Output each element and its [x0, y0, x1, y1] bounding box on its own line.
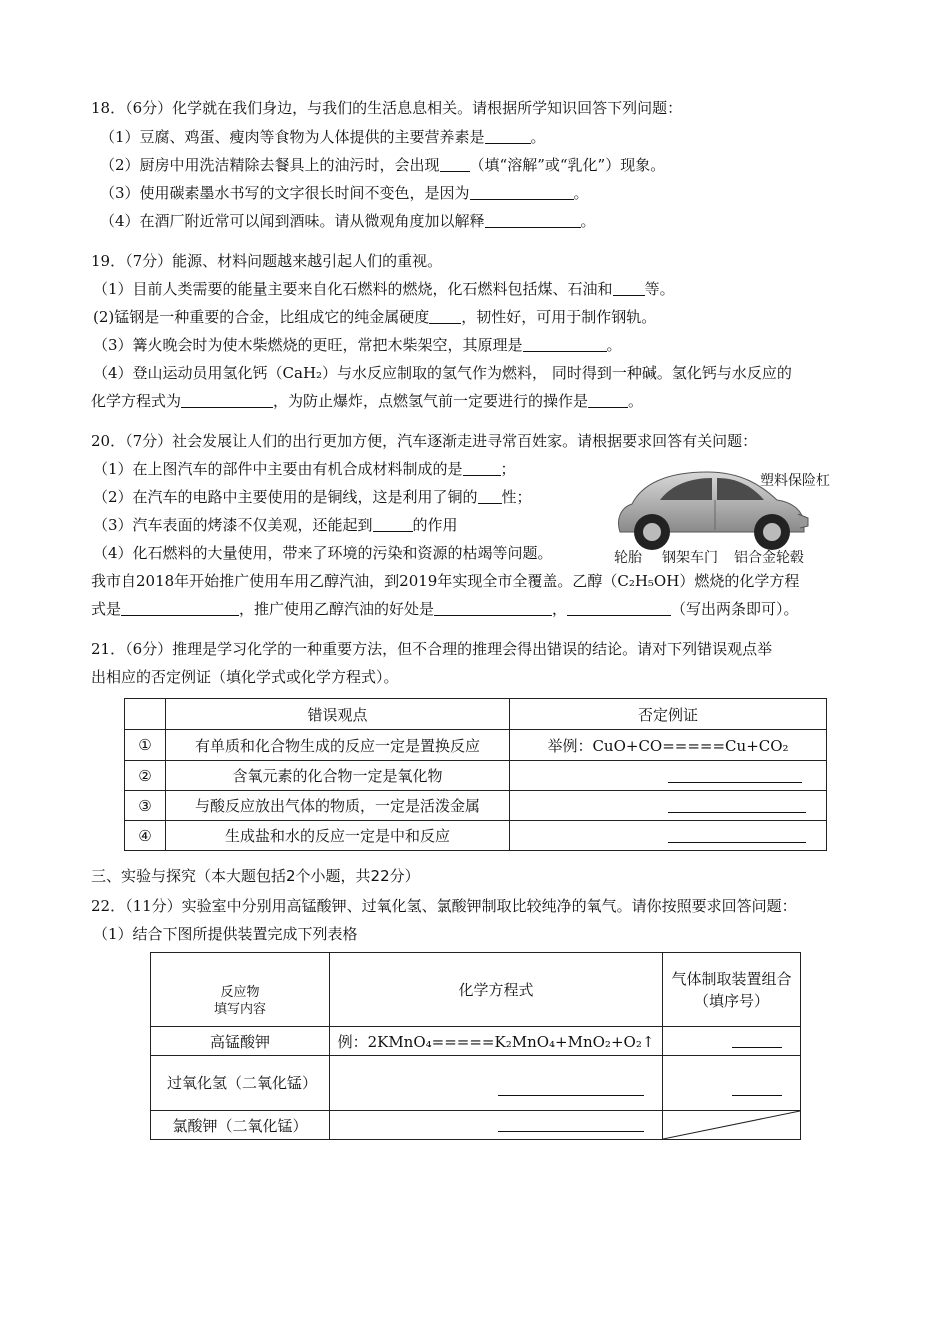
answer-blank[interactable]	[668, 827, 806, 843]
header-cell: 否定例证	[510, 699, 827, 730]
answer-blank[interactable]	[373, 516, 413, 532]
q20-stem: 20．（7分）社会发展让人们的出行更加方便，汽车逐渐走进寻常百姓家。请根据要求回答有关问题：	[91, 432, 758, 450]
table-row	[151, 1027, 801, 1056]
q18-part3: （3）使用碳素墨水书写的文字很长时间不变色，是因为 。	[100, 184, 589, 202]
answer-blank[interactable]	[485, 128, 531, 144]
device-cell[interactable]	[663, 1056, 801, 1111]
answer-blank[interactable]	[523, 336, 607, 352]
example-cell[interactable]	[510, 761, 827, 791]
example-cell: 举例：CuO+CO=====Cu+CO₂	[510, 730, 827, 761]
answer-blank[interactable]	[470, 184, 574, 200]
q18-part1: （1）豆腐、鸡蛋、瘦肉等食物为人体提供的主要营养素是 。	[100, 128, 546, 146]
q22-part1: （1）结合下图所提供装置完成下列表格	[93, 925, 358, 943]
table-row	[125, 791, 827, 821]
device-cell[interactable]	[663, 1027, 801, 1056]
equation-cell[interactable]	[330, 1056, 663, 1111]
answer-blank[interactable]	[668, 767, 802, 783]
q19-part2: (2)锰钢是一种重要的合金，比组成它的纯金属硬度 ，韧性好，可用于制作钢轨。	[93, 308, 657, 326]
q19-stem: 19．（7分）能源、材料问题越来越引起人们的重视。	[91, 252, 443, 270]
corner-cell	[151, 953, 330, 1027]
row-number: ①	[125, 730, 166, 761]
wrong-view: 有单质和化合物生成的反应一定是置换反应	[166, 730, 510, 761]
device-cell-crossed	[663, 1111, 801, 1140]
section-title: 三、实验与探究（本大题包括2个小题，共22分）	[91, 867, 420, 885]
table-row	[125, 821, 827, 851]
label-tire: 轮胎	[614, 550, 642, 566]
table-header-row	[125, 699, 827, 730]
answer-blank[interactable]	[463, 460, 501, 476]
diagonal-line	[663, 1111, 800, 1139]
q19-part5: 化学方程式为 ，为防止爆炸，点燃氢气前一定要进行的操作是 。	[91, 392, 644, 410]
answer-blank[interactable]	[434, 600, 552, 616]
q20-part5: 我市自2018年开始推广使用车用乙醇汽油，到2019年实现全市全覆盖。乙醇（C₂H₅OH）燃烧的化学方程	[91, 572, 800, 590]
answer-blank[interactable]	[613, 280, 645, 296]
q21-stem-cont: 出相应的否定例证（填化学式或化学方程式）。	[91, 668, 399, 686]
answer-blank[interactable]	[588, 392, 628, 408]
row-number: ②	[125, 761, 166, 791]
q18-part2: （2）厨房中用洗洁精除去餐具上的油污时，会出现 （填“溶解”或“乳化”）现象。	[100, 156, 666, 174]
example-cell[interactable]	[510, 821, 827, 851]
q22-stem: 22．（11分）实验室中分别用高锰酸钾、过氧化氢、氯酸钾制取比较纯净的氧气。请你按照要求回答问题：	[91, 897, 797, 915]
answer-blank[interactable]	[121, 600, 239, 616]
q21-table	[124, 698, 827, 851]
answer-blank[interactable]	[668, 797, 806, 813]
table-row	[125, 761, 827, 791]
answer-blank[interactable]	[498, 1080, 644, 1096]
wrong-view: 生成盐和水的反应一定是中和反应	[166, 821, 510, 851]
q20-part2: （2）在汽车的电路中主要使用的是铜线，这是利用了铜的 性；	[93, 488, 532, 506]
q19-part3: （3）篝火晚会时为使木柴燃烧的更旺，常把木柴架空，其原理是 。	[93, 336, 622, 354]
answer-blank[interactable]	[485, 212, 581, 228]
example-cell[interactable]	[510, 791, 827, 821]
wrong-view: 与酸反应放出气体的物质，一定是活泼金属	[166, 791, 510, 821]
answer-blank[interactable]	[478, 488, 502, 504]
header-cell: 气体制取装置组合（填序号）	[663, 953, 801, 1027]
label-hub: 铝合金轮毂	[734, 550, 804, 566]
answer-blank[interactable]	[440, 156, 470, 172]
label-bumper: 塑料保险杠	[760, 473, 830, 489]
q21-stem: 21．（6分）推理是学习化学的一种重要方法，但不合理的推理会得出错误的结论。请对下列错误观点举	[91, 640, 773, 658]
reactant-cell: 高锰酸钾	[151, 1027, 330, 1056]
q20-part6: 式是 ，推广使用乙醇汽油的好处是 ， （写出两条即可）。	[91, 600, 799, 618]
table-row	[151, 1111, 801, 1140]
header-cell: 化学方程式	[330, 953, 663, 1027]
row-number: ③	[125, 791, 166, 821]
answer-blank[interactable]	[181, 392, 273, 408]
wrong-view: 含氧元素的化合物一定是氧化物	[166, 761, 510, 791]
header-cell	[125, 699, 166, 730]
table-header-row	[151, 953, 801, 1027]
reactant-cell: 氯酸钾（二氧化锰）	[151, 1111, 330, 1140]
q20-part3: （3）汽车表面的烤漆不仅美观，还能起到 的作用	[93, 516, 458, 534]
corner-bottom-label: 填写内容	[213, 1001, 266, 1017]
answer-blank[interactable]	[498, 1116, 644, 1132]
table-row	[125, 730, 827, 761]
q18-part4: （4）在酒厂附近常可以闻到酒味。请从微观角度加以解释 。	[100, 212, 596, 230]
q19-part4: （4）登山运动员用氢化钙（CaH₂）与水反应制取的氢气作为燃料， 同时得到一种碱。氢化钙与水反应的	[93, 364, 792, 382]
q20-part4: （4）化石燃料的大量使用，带来了环境的污染和资源的枯竭等问题。	[93, 544, 553, 562]
equation-cell: 例：2KMnO₄=====K₂MnO₄+MnO₂+O₂↑	[330, 1027, 663, 1056]
corner-top-label: 反应物	[220, 984, 260, 1000]
reactant-cell: 过氧化氢（二氧化锰）	[151, 1056, 330, 1111]
q22-table	[150, 952, 801, 1140]
q20-part1: （1）在上图汽车的部件中主要由有机合成材料制成的是 ；	[93, 460, 516, 478]
equation-cell[interactable]	[330, 1111, 663, 1140]
answer-blank[interactable]	[429, 308, 461, 324]
table-row	[151, 1056, 801, 1111]
q19-part1: （1）目前人类需要的能量主要来自化石燃料的燃烧，化石燃料包括煤、石油和 等。	[93, 280, 675, 298]
answer-blank[interactable]	[567, 600, 671, 616]
header-cell: 错误观点	[166, 699, 510, 730]
q18-stem: 18．（6分）化学就在我们身边，与我们的生活息息相关。请根据所学知识回答下列问题：	[91, 99, 683, 117]
answer-blank[interactable]	[732, 1080, 782, 1096]
answer-blank[interactable]	[732, 1032, 782, 1048]
row-number: ④	[125, 821, 166, 851]
label-door: 钢架车门	[662, 550, 718, 566]
